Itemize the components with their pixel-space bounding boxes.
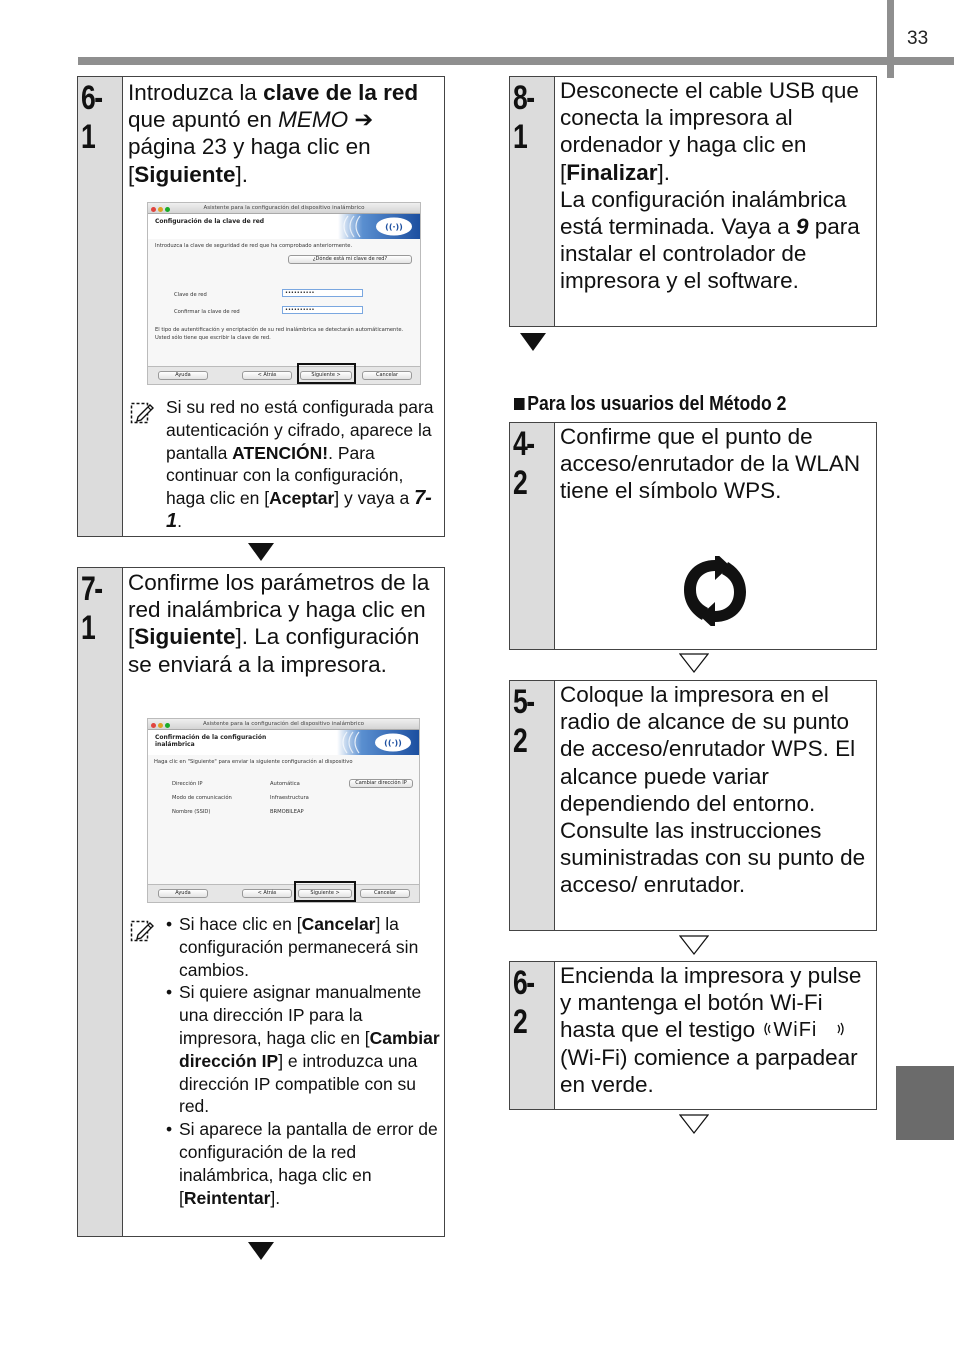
- next-button[interactable]: Siguiente >: [298, 889, 352, 898]
- cancel-button[interactable]: Cancelar: [360, 889, 410, 898]
- step-label: [78, 568, 123, 1236]
- svg-text:((·)): ((·)): [385, 222, 403, 232]
- step-label: [510, 423, 555, 649]
- step-6-2: [509, 961, 877, 1110]
- down-arrow-icon: [248, 543, 274, 561]
- step-label: [510, 681, 555, 930]
- step-label: [510, 962, 555, 1109]
- step-4-2: [509, 422, 877, 650]
- wireless-logo-icon: [337, 730, 419, 755]
- step-text: Introduzca la clave de la red que apuntó en MEMO ➔ página 23 y haga clic en [Siguiente].: [128, 80, 419, 187]
- dialog-banner: Configuración de la clave de red ((·)): [148, 214, 420, 239]
- dialog-banner: Confirmación de la configuración inalámbrica ((·)): [148, 730, 419, 755]
- network-key-dialog-screenshot: Asistente para la configuración del dispositivo inalámbrico Configuración de la clave de red ((·)) Introduzca la clave de seguridad de red que ha comprobado anteriormente. ¿Dónde está mi clave de red? Clave de red •••••••••• Confirmar la clave de red •••••••••• El tipo de autentificación y encriptación de su red inalámbrica se detectarán automáticamente. Usted sólo tiene que escribir la clave de red. Ayuda < Atrás Siguiente > Cancelar: [147, 202, 421, 385]
- wireless-logo-icon: [338, 214, 420, 239]
- note-pencil-icon: [130, 400, 156, 426]
- network-key-field[interactable]: ••••••••••: [282, 289, 363, 297]
- list-item: • Si hace clic en [Cancelar] la configuración permanecerá sin cambios.: [166, 913, 441, 981]
- side-tab: [896, 1066, 954, 1140]
- step-text: Coloque la impresora en el radio de alcance de su punto de acceso/enrutador WPS. El alcance puede variar dependiendo del entorno. Consulte las instrucciones suministradas con su punto de acceso/ enrutador.: [560, 682, 866, 898]
- svg-text:((·)): ((·)): [384, 738, 402, 748]
- step-8-1: [509, 76, 877, 327]
- step-6-1: [77, 76, 445, 537]
- step-6-1-note: Si su red no está configurada para autenticación y cifrado, aparece la pantalla ATENCIÓN!. Para continuar con la configuración, haga clic en [Aceptar] y vaya a 7-1.: [166, 397, 434, 532]
- dialog-titlebar: Asistente para la configuración del dispositivo inalámbrico: [148, 719, 419, 730]
- down-arrow-icon: [520, 333, 546, 351]
- confirm-key-field[interactable]: ••••••••••: [282, 306, 363, 314]
- step-text: Desconecte el cable USB que conecta la impresora al ordenador y haga clic en [Finalizar]. La configuración inalámbrica está terminada. Vaya a 9 para instalar el controlador de impresora y el software.: [560, 78, 860, 294]
- step-5-2: [509, 680, 877, 931]
- change-ip-button[interactable]: Cambiar dirección IP: [349, 779, 413, 788]
- cancel-button[interactable]: Cancelar: [362, 371, 412, 380]
- step-number: 7-1: [81, 570, 102, 647]
- step-number: 5-2: [513, 683, 534, 760]
- header-rule: [78, 57, 954, 65]
- list-item: • Si aparece la pantalla de error de configuración de la red inalámbrica, haga clic en [Reintentar].: [166, 1118, 441, 1209]
- step-number: 6-1: [81, 79, 102, 156]
- step-7-1-notes: [166, 913, 441, 1209]
- page-number: 33: [907, 28, 929, 49]
- section-heading: Para los usuarios del Método 2: [514, 393, 786, 416]
- back-button[interactable]: < Atrás: [242, 371, 292, 380]
- dialog-footer: [148, 884, 419, 902]
- next-button-highlight: [297, 363, 356, 384]
- step-label: [510, 77, 555, 326]
- step-number: 4-2: [513, 425, 534, 502]
- dialog-footer: [148, 366, 420, 384]
- wifi-indicator-icon: WiFi: [761, 1018, 853, 1040]
- back-button[interactable]: < Atrás: [242, 889, 292, 898]
- step-text: Confirme que el punto de acceso/enrutador de la WLAN tiene el símbolo WPS.: [560, 424, 861, 504]
- header-vertical-rule: [887, 0, 894, 78]
- step-label: [78, 77, 123, 536]
- note-pencil-icon: [130, 918, 156, 944]
- where-is-key-button[interactable]: ¿Dónde está mi clave de red?: [288, 255, 412, 264]
- confirm-settings-dialog-screenshot: Asistente para la configuración del dispositivo inalámbrico Confirmación de la configuración inalámbrica ((·)) Haga clic en "Siguiente" para enviar la siguiente configuración al dispositivo Dirección IP Automática Cambiar dirección IP Modo de comunicación Infraestructura Nombre (SSID) BRMOBILEAP Ayuda < Atrás Siguiente > Cancelar: [147, 718, 420, 903]
- down-arrow-icon: [679, 935, 709, 955]
- next-button-highlight: [294, 881, 356, 902]
- step-number: 6-2: [513, 964, 534, 1041]
- down-arrow-icon: [679, 1114, 709, 1134]
- step-number: 8-1: [513, 79, 534, 156]
- help-button[interactable]: Ayuda: [158, 371, 208, 380]
- step-7-1: [77, 567, 445, 1237]
- wps-icon: [678, 556, 752, 626]
- step-text: Encienda la impresora y pulse y mantenga el botón Wi-Fi hasta que el testigo WiFi (Wi-Fi) comience a parpadear en verde.: [560, 963, 862, 1097]
- step-text: Confirme los parámetros de la red inalámbrica y haga clic en [Siguiente]. La configuración se enviará a la impresora.: [128, 570, 430, 677]
- list-item: • Si quiere asignar manualmente una dirección IP para la impresora, haga clic en [Cambiar dirección IP] e introduzca una dirección IP compatible con su red.: [166, 981, 441, 1118]
- down-arrow-icon: [679, 653, 709, 673]
- down-arrow-icon: [248, 1242, 274, 1260]
- next-button[interactable]: Siguiente >: [300, 371, 352, 380]
- help-button[interactable]: Ayuda: [158, 889, 208, 898]
- dialog-titlebar: Asistente para la configuración del dispositivo inalámbrico: [148, 203, 420, 214]
